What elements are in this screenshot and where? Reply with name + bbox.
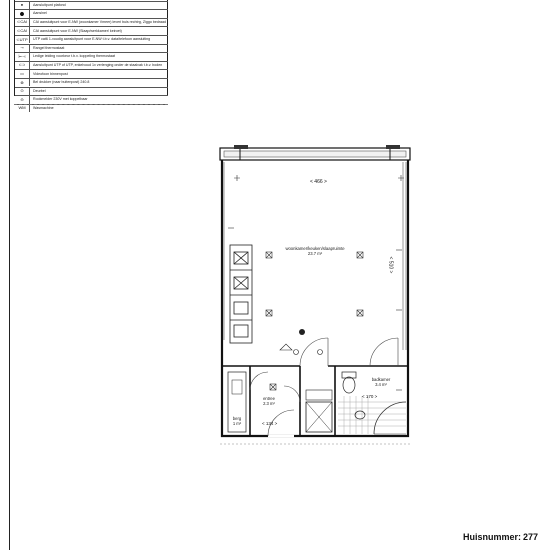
floor-plan	[210, 140, 425, 455]
legend-row	[15, 35, 168, 44]
dimension-bath: < 170 >	[362, 394, 378, 399]
legend-row-text: Aanslnel	[33, 11, 47, 16]
legend-row	[15, 61, 168, 70]
legend-divider	[14, 98, 168, 105]
legend-row-text: UTP cat6 1-voudig aansluitpunt voor E-NW t.b.v. data/telefoon aansluiting	[33, 37, 151, 42]
legend-row-text: Rangel thermostaat	[33, 45, 65, 50]
legend-row-text: CAI aansluitpunt voor E-NW (woonkamer Vmeer) leveri buis rechtrg, Ziggo bedraad	[33, 19, 167, 24]
legend-row-text: Videofoon binnenpost	[33, 71, 68, 76]
legend-row	[15, 78, 168, 87]
kitchen-counter	[230, 245, 252, 343]
dimension-depth: < 510 >	[387, 256, 394, 274]
legend-row-text: Aansluitpunt plafond	[33, 2, 66, 7]
legend-table	[14, 0, 168, 111]
bell-icon: ⊗	[15, 79, 30, 87]
empty-pipe-icon: ⊢⊣	[15, 53, 30, 61]
toilet	[342, 372, 356, 393]
ceiling-point-icon: ●	[15, 2, 30, 10]
storage-area: 1 m²	[232, 421, 242, 426]
washer-icon: WM	[15, 105, 30, 113]
legend-row-text: Ledige leiding voorkeur t.b.v. koppeling thermostaat	[33, 54, 116, 59]
legend-row	[15, 87, 168, 96]
ceiling-point-symbols	[266, 252, 363, 390]
house-number-value: 277	[522, 532, 538, 542]
door-icon: ⊙	[15, 88, 30, 96]
legend-row-text: CAI aansluitpunt voor E-NW (Slaap/werkkamer/ keiroet)	[33, 28, 122, 33]
legend-row	[15, 1, 168, 10]
sheet-border-line	[9, 0, 10, 550]
outlet-symbols	[228, 175, 404, 390]
outlet-icon: ⊂CAI	[15, 27, 30, 35]
house-number	[461, 532, 538, 542]
wall-light-icon: ⬤	[15, 10, 30, 18]
legend-row-text: Bel drukker (naar buitenpost) 240.8	[33, 80, 90, 85]
vent-icon: ⊖	[15, 96, 30, 104]
legend-row-text: Aansluitpunt UTP of UTP, enkelvoud 1x verlenging onder de staalvak t.b.v. boden	[33, 62, 163, 67]
utp-outlet-icon: ⊂⊃	[15, 62, 30, 70]
legend-row	[15, 52, 168, 61]
utp-outlet-icon: ⊂UTP	[15, 36, 30, 44]
entrance-area: 2.3 m²	[263, 401, 275, 406]
living-room-area: 23.7 m²	[307, 251, 323, 256]
legend-row	[15, 18, 168, 27]
floor-plan-drawing	[210, 140, 425, 455]
legend-row-text: Rookmelder 230V met koppelbaar	[33, 97, 88, 102]
house-number-label: Huisnummer:	[462, 532, 521, 542]
bathroom-area: 3.4 m²	[375, 382, 387, 387]
ceiling-point-icon	[299, 329, 305, 335]
legend-row	[15, 69, 168, 78]
smoke-detector-icon: ▭	[15, 70, 30, 78]
entrance-label: entree	[263, 396, 275, 401]
outlet-icon: ⊂CAI	[15, 19, 30, 27]
dimension-entrance: < 134 >	[262, 421, 278, 426]
legend-row	[15, 26, 168, 35]
living-room-label: woonkamer/keuken/slaapruimte	[285, 246, 345, 251]
thermostat-icon: ⊸	[15, 45, 30, 53]
bathroom-tiles	[338, 396, 406, 434]
legend-row	[15, 44, 168, 53]
door-swings	[250, 338, 398, 402]
dimension-width: < 466 >	[310, 179, 327, 185]
legend-row	[15, 9, 168, 18]
legend-row-text: Deurbel	[33, 88, 46, 93]
bathroom-label: badkamer	[371, 377, 391, 382]
storage-label: berg	[232, 416, 242, 421]
legend-row-text: Wasmachine	[33, 105, 54, 110]
